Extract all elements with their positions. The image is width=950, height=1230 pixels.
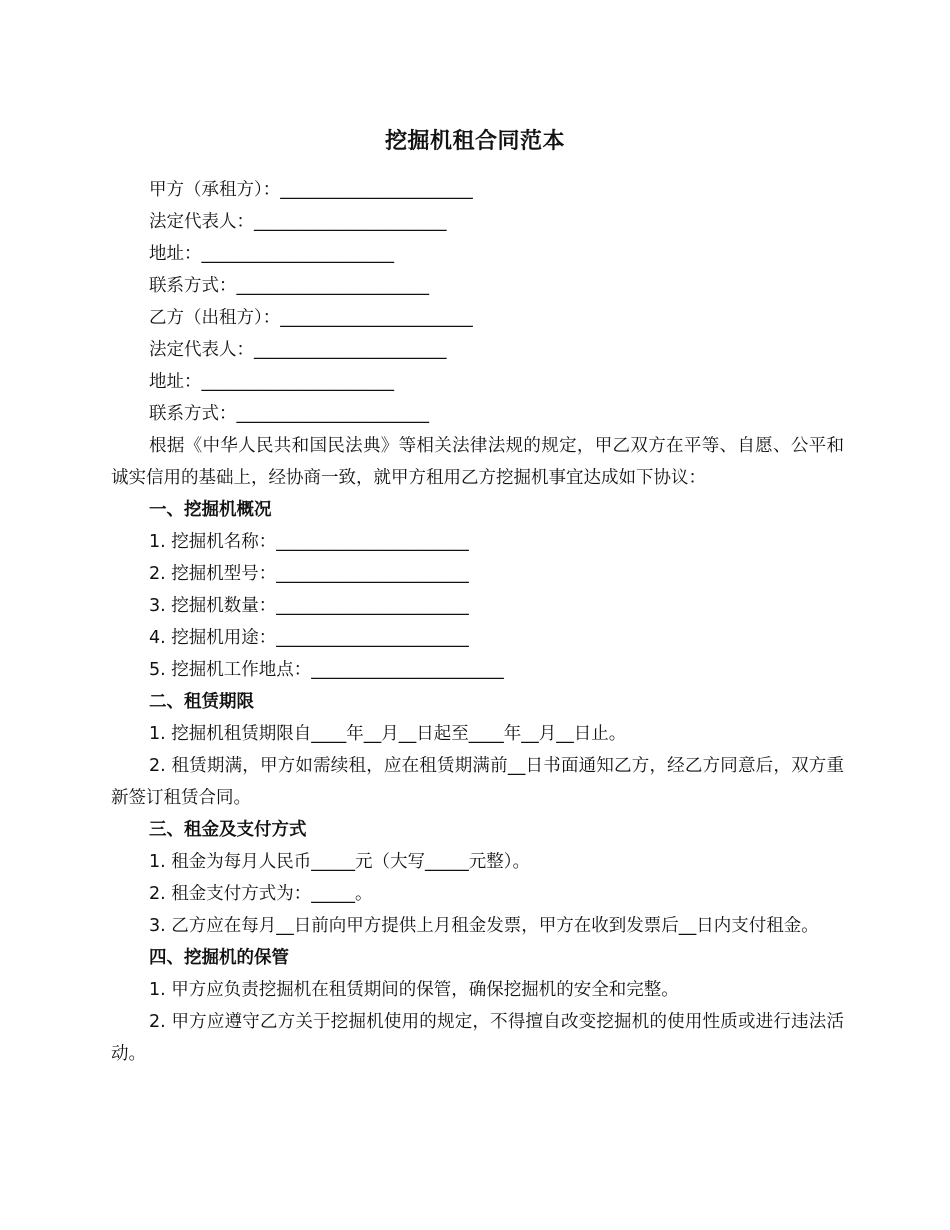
party-a-label: 甲方（承租方）：______________________ bbox=[149, 180, 473, 200]
party-b-contact: 联系方式：______________________ bbox=[149, 404, 429, 424]
section-heading-term: 二、租赁期限 bbox=[149, 692, 254, 712]
custody-item-safekeeping: 1. 甲方应负责挖掘机在租赁期间的保管，确保挖掘机的安全和完整。 bbox=[149, 980, 679, 1000]
term-item-period: 1. 挖掘机租赁期限自____年__月__日起至____年__月__日止。 bbox=[149, 724, 627, 744]
party-a-address: 地址：______________________ bbox=[149, 244, 394, 264]
section-heading-custody: 四、挖掘机的保管 bbox=[149, 948, 289, 968]
overview-item-model: 2. 挖掘机型号：______________________ bbox=[149, 564, 469, 584]
party-a-representative: 法定代表人：______________________ bbox=[149, 212, 447, 232]
section-heading-rent: 三、租金及支付方式 bbox=[149, 820, 307, 840]
overview-item-name: 1. 挖掘机名称：______________________ bbox=[149, 532, 469, 552]
rent-item-invoice: 3. 乙方应在每月__日前向甲方提供上月租金发票，甲方在收到发票后__日内支付租金。 bbox=[149, 916, 819, 936]
rent-item-amount: 1. 租金为每月人民币_____元（大写_____元整）。 bbox=[149, 852, 531, 872]
custody-item-rules: 2. 甲方应遵守乙方关于挖掘机使用的规定，不得擅自改变挖掘机的使用性质或进行违法活动。 bbox=[111, 1012, 844, 1064]
overview-item-purpose: 4. 挖掘机用途：______________________ bbox=[149, 628, 469, 648]
document-title: 挖掘机租合同范本 bbox=[384, 129, 565, 154]
rent-item-method: 2. 租金支付方式为：_____。 bbox=[149, 884, 373, 904]
party-b-representative: 法定代表人：______________________ bbox=[149, 340, 447, 360]
term-item-renewal: 2. 租赁期满，甲方如需续租，应在租赁期满前__日书面通知乙方，经乙方同意后，双方重新签订租赁合同。 bbox=[111, 756, 844, 808]
document-body bbox=[111, 174, 844, 1070]
preamble-paragraph: 根据《中华人民共和国民法典》等相关法律法规的规定，甲乙双方在平等、自愿、公平和诚实信用的基础上，经协商一致，就甲方租用乙方挖掘机事宜达成如下协议： bbox=[111, 436, 844, 488]
party-b-label: 乙方（出租方）：______________________ bbox=[149, 308, 473, 328]
party-b-address: 地址：______________________ bbox=[149, 372, 394, 392]
section-heading-overview: 一、挖掘机概况 bbox=[149, 500, 272, 520]
overview-item-location: 5. 挖掘机工作地点：______________________ bbox=[149, 660, 504, 680]
party-a-contact: 联系方式：______________________ bbox=[149, 276, 429, 296]
overview-item-quantity: 3. 挖掘机数量：______________________ bbox=[149, 596, 469, 616]
